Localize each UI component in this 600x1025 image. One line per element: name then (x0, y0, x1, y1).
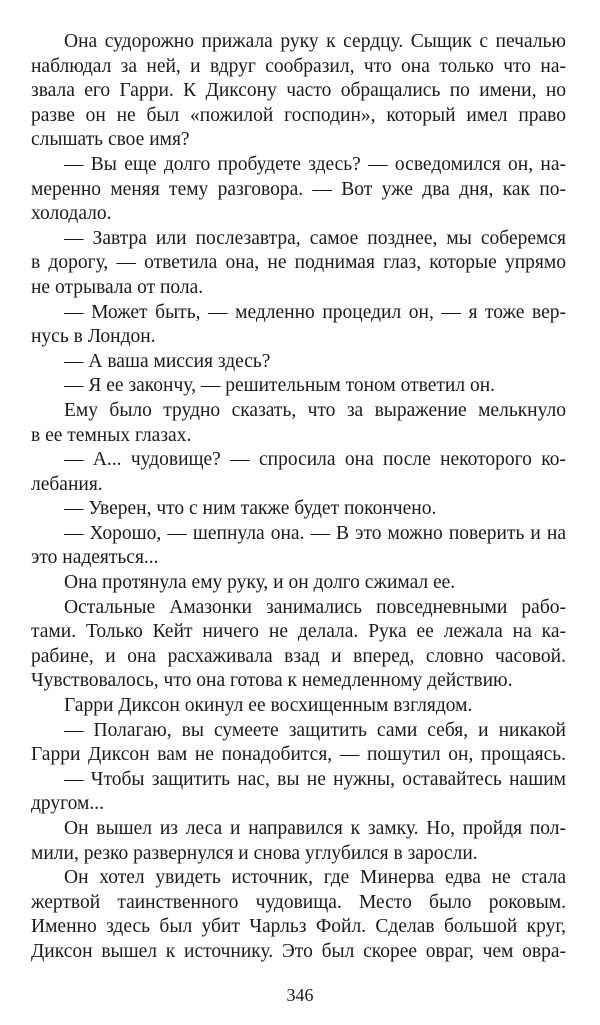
text-line: разве он не был «пожилой господин», который имел право (31, 104, 566, 126)
text-line: Она судорожно прижала руку к сердцу. Сыщик с печалью (64, 31, 566, 52)
text-line: — Хорошо, — шепнула она. — В это можно поверить и на (64, 522, 566, 544)
text-line: жертвой таинственного чудовища. Место было роковым. (31, 891, 566, 913)
text-line: — Уверен, что с ним также будет покончено. (64, 498, 437, 520)
text-line: в дорогу, — ответила она, не поднимая глаз, которые упрямо (31, 252, 566, 274)
text-line: тами. Только Кейт ничего не делала. Рука ее лежала на ка- (31, 621, 566, 643)
text-line: Он вышел из леса и направился к замку. Но, пройдя пол- (64, 818, 566, 839)
text-line: — Вы еще долго пробудете здесь? — осведомился он, на- (64, 153, 566, 175)
text-line: наблюдал за ней, и вдруг сообразил, что она только что на- (31, 55, 566, 77)
text-line: холодало. (31, 203, 112, 225)
text-line: Чувствовалось, что она готова к немедленному действию. (31, 670, 513, 692)
text-line: — Может быть, — медленно процедил он, — я тоже вер- (64, 301, 566, 323)
text-line: нусь в Лондон. (31, 326, 156, 348)
text-line: в ее темных глазах. (31, 424, 192, 446)
text-line: Гарри Диксон окинул ее восхищенным взглядом. (64, 695, 473, 717)
text-line: Остальные Амазонки занимались повседневными рабо- (64, 596, 566, 618)
text-line: это надеяться... (31, 547, 159, 569)
text-block (31, 30, 566, 965)
text-line: Она протянула ему руку, и он долго сжимал ее. (64, 572, 456, 594)
text-line: — Полагаю, вы сумеете защитить сами себя, и никакой (64, 719, 566, 741)
text-line: Гарри Диксон вам не понадобится, — пошутил он, прощаясь. (31, 744, 566, 766)
text-line: не отрывала от пола. (31, 276, 204, 298)
text-line: — А... чудовище? — спросила она после некоторого ко- (64, 449, 566, 471)
text-line: слышать свое имя? (31, 129, 190, 151)
text-line: мили, резко развернулся и снова углубился в заросли. (31, 842, 478, 864)
text-line: — Завтра или послезавтра, самое позднее, мы соберемся (64, 227, 566, 249)
text-line: Диксон вышел к источнику. Это был скорее овраг, чем овра- (31, 940, 566, 962)
text-line: лебания. (31, 473, 103, 495)
text-line: — Я ее закончу, — решительным тоном ответил он. (64, 375, 496, 397)
text-line: — А ваша миссия здесь? (64, 350, 271, 372)
text-line: — Чтобы защитить нас, вы не нужны, оставайтесь нашим (64, 768, 566, 790)
page-number: 346 (286, 985, 314, 1005)
text-line: рабине, и она расхаживала взад и вперед, словно часовой. (31, 645, 566, 667)
text-line: Он хотел увидеть источник, где Минерва едва не стала (64, 867, 566, 889)
text-line: другом... (31, 793, 105, 815)
text-line: Ему было трудно сказать, что за выражение мелькнуло (64, 399, 566, 421)
text-line: Именно здесь был убит Чарльз Фойл. Сделав большой круг, (31, 916, 566, 938)
text-line: меренно меняя тему разговора. — Вот уже два дня, как по- (31, 178, 566, 200)
text-line: звала его Гарри. К Диксону часто обращались по имени, но (31, 80, 566, 102)
